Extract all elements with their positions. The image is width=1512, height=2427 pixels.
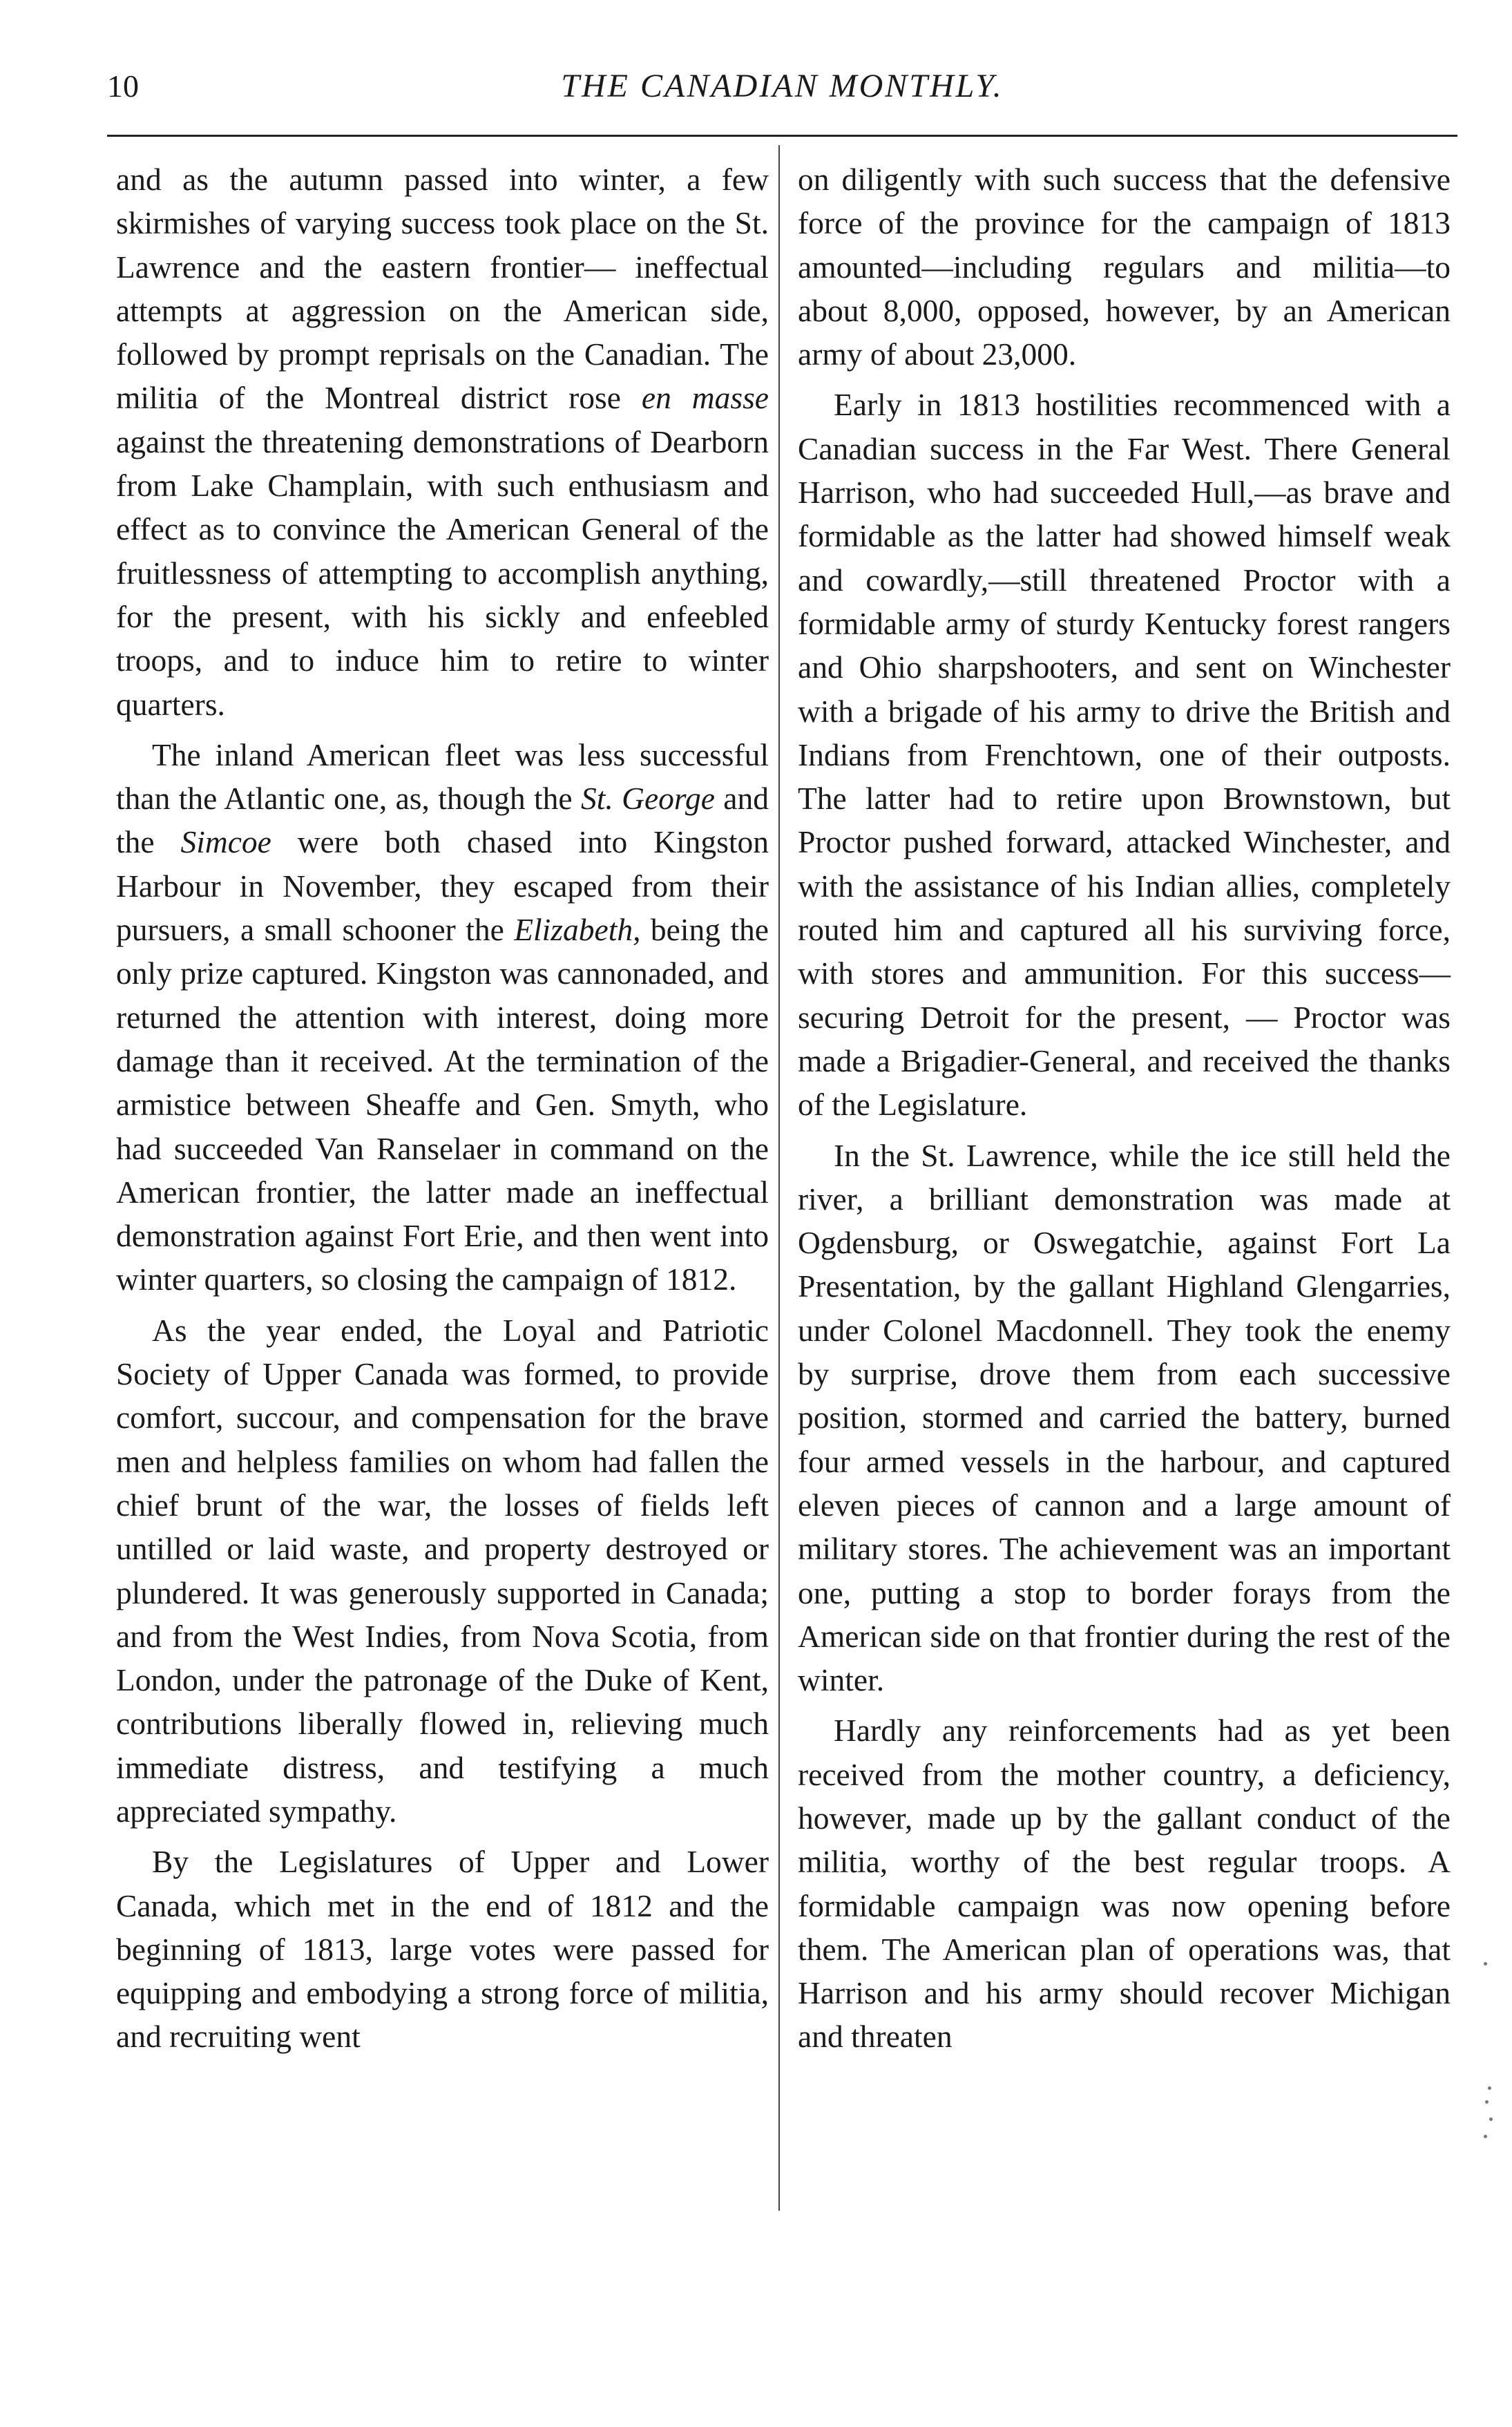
- column-divider: [778, 145, 780, 2211]
- paragraph: Early in 1813 hostilities recommenced with a Canadian success in the Far West. There General Harrison, who had succeeded Hull,—as brave and formidable as the latter had showed himself weak and cowardly,—still threatened Proctor with a formidable army of sturdy Kentucky forest rangers and Ohio sharpshooters, and sent on Winchester with a brigade of his army to drive the British and Indians from Frenchtown, one of their outposts. The latter had to retire upon Brownstown, but Proctor pushed forward, attacked Winchester, and with the assistance of his Indian allies, completely routed him and captured all his surviving force, with stores and ammunition. For this success—securing Detroit for the present, — Proctor was made a Brigadier-General, and received the thanks of the Legislature.: [798, 387, 1451, 1123]
- paragraph: Hardly any reinforcements had as yet been received from the mother country, a deficiency, however, made up by the gallant conduct of the militia, worthy of the best regular troops. A formidable campaign was now opening before them. The American plan of operations was, that Harrison and his army should recover Michigan and threaten: [798, 1713, 1451, 2055]
- paragraph: In the St. Lawrence, while the ice still held the river, a brilliant demonstration was made at Ogdensburg, or Oswegatchie, against Fort La Presentation, by the gallant Highland Glengarries, under Colonel Macdonnell. They took the enemy by surprise, drove them from each successive position, stormed and carried the battery, burned four armed vessels in the harbour, and captured eleven pieces of cannon and a large amount of military stores. The achievement was an important one, putting a stop to border forays from the American side on that frontier during the rest of the winter.: [798, 1137, 1451, 1698]
- header-rule: [107, 135, 1457, 137]
- paragraph: As the year ended, the Loyal and Patriotic Society of Upper Canada was formed, to provide comfort, succour, and compensation for the brave men and helpless families on whom had fallen the chief brunt of the war, the losses of fields left untilled or laid waste, and property destroyed or plundered. It was generously supported in Canada; and from the West Indies, from Nova Scotia, from London, under the patronage of the Duke of Kent, contributions liberally flowed in, relieving much immediate distress, and testifying a much appreciated sympathy.: [116, 1312, 769, 1829]
- page-number: 10: [107, 68, 139, 104]
- paragraph: By the Legislatures of Upper and Lower Canada, which met in the end of 1812 and the beginning of 1813, large votes were passed for equipping and embodying a strong force of militia, and recruiting went: [116, 1844, 769, 2055]
- right-column: [798, 158, 1451, 2059]
- paragraph: on diligently with such success that the defensive force of the province for the campaign of 1813 amounted—including regulars and militia—to about 8,000, opposed, however, by an American army of about 23,000.: [798, 162, 1451, 372]
- paragraph: The inland American fleet was less successful than the Atlantic one, as, though the St. George and the Simcoe were both chased into Kingston Harbour in November, they escaped from their pursuers, a small schooner the Elizabeth, being the only prize captured. Kingston was cannonaded, and returned the attention with interest, doing more damage than it received. At the termination of the armistice between Sheaffe and Gen. Smyth, who had succeeded Van Ranselaer in command on the American frontier, the latter made an ineffectual demonstration against Fort Erie, and then went into winter quarters, so closing the campaign of 1812.: [116, 736, 769, 1297]
- page-header: [107, 59, 1457, 114]
- paragraph: and as the autumn passed into winter, a few skirmishes of varying success took place on the St. Lawrence and the eastern frontier— ineffectual attempts at aggression on the American side, followed by prompt reprisals on the Canadian. The militia of the Montreal district rose en masse against the threatening demonstrations of Dearborn from Lake Champlain, with such enthusiasm and effect as to convince the American General of the fruitlessness of attempting to accomplish anything, for the present, with his sickly and enfeebled troops, and to induce him to retire to winter quarters.: [116, 162, 769, 722]
- left-column: [116, 158, 769, 2059]
- running-title: THE CANADIAN MONTHLY.: [561, 68, 1004, 104]
- margin-specks: [1478, 1962, 1506, 2155]
